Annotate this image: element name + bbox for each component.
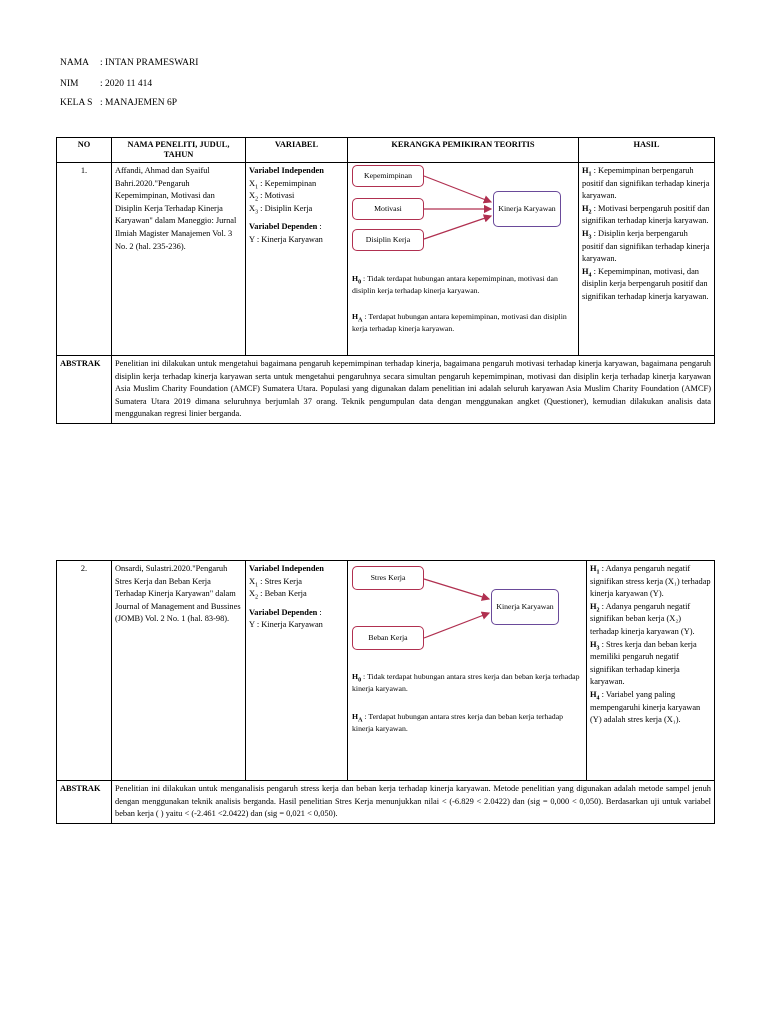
abstract-label: ABSTRAK xyxy=(57,781,112,824)
result-cell xyxy=(579,163,715,356)
result-h1: $H_1$ : Kepemimpinan berpengaruh positif dan signifikan terhadap kinerja karyawan. xyxy=(582,166,710,201)
result-h1: $H_1$ : Adanya pengaruh negatif signifikan stress kerja (X₁) terhadap kinerja karyawan (Y). xyxy=(590,564,711,599)
class-label: KELA S xyxy=(60,98,93,108)
class-value: : MANAJEMEN 6P xyxy=(100,98,178,108)
abstract-text: Penelitian ini dilakukan untuk menganalisis pengaruh stress kerja dan beban kerja terhadap kinerja karyawan. Metode penelitian yang digunakan adalah metode sampel jenuh dengan menggunakan teknik analisis berganda. Hasil penelitian Stres Kerja menunjukkan nilai < (-6.829 < 2.0422) dan (sig = 0,000 < 0,050). Berdasarkan uji untuk variabel beban kerja ( ) yaitu < (-2.461 <2.0422) dan (sig = 0,021 < 0,050). xyxy=(112,781,715,824)
variable-x1: $X_1$ : Kepemimpinan xyxy=(249,178,317,191)
name-value: : INTAN PRAMESWARI xyxy=(100,58,199,68)
nim-label: NIM xyxy=(60,79,79,89)
col-header-no: NO xyxy=(57,138,112,163)
variable-y: Y : Kinerja Karyawan xyxy=(249,620,323,630)
variable-x3: $X_3$ : Disiplin Kerja xyxy=(249,203,313,216)
framework-cell xyxy=(348,163,579,356)
class-line xyxy=(60,98,177,108)
framework-diagram xyxy=(348,561,586,777)
result-h2: $H_2$ : Motivasi berpengaruh positif dan signifikan terhadap kinerja karyawan. xyxy=(582,203,710,226)
independent-title: Variabel Independen xyxy=(249,166,324,175)
entry-number: 1. xyxy=(57,163,112,356)
hypothesis-ha: $H_A$ : Terdapat hubungan antara kepemimpinan, motivasi dan disiplin kerja terhadap kinerja karyawan. xyxy=(352,312,567,333)
dependent-title: Variabel Dependen : xyxy=(249,222,322,232)
entry-number: 2. xyxy=(57,561,112,781)
col-header-peneliti: NAMA PENELITI, JUDUL, TAHUN xyxy=(112,138,246,163)
hypothesis-h0: $H_0$ : Tidak terdapat hubungan antara stres kerja dan beban kerja terhadap kinerja karyawan. xyxy=(352,672,580,693)
nim-line xyxy=(60,79,152,89)
table-header-row xyxy=(57,138,715,163)
diagram-input-box: Beban Kerja xyxy=(352,626,424,650)
entry-variables xyxy=(246,561,348,781)
col-header-hasil: HASIL xyxy=(579,138,715,163)
framework-diagram xyxy=(348,163,578,353)
arrow-line xyxy=(424,176,491,202)
independent-title: Variabel Independen xyxy=(249,564,324,573)
arrow-line xyxy=(424,613,489,638)
diagram-input-box: Kepemimpinan xyxy=(352,165,424,187)
diagram-input-box: Disiplin Kerja xyxy=(352,229,424,251)
result-h3: $H_3$ : Disiplin kerja berpengaruh positif dan signifikan terhadap kinerja karyawan. xyxy=(582,228,710,264)
name-line xyxy=(60,58,198,68)
table-row xyxy=(57,561,715,781)
entry-variables xyxy=(246,163,348,356)
diagram-input-box: Motivasi xyxy=(352,198,424,220)
entry-reference: Affandi, Ahmad dan Syaiful Bahri.2020."Pengaruh Kepemimpinan, Motivasi dan Disiplin Kerja Terhadap Kinerja Karyawan" dalam Maneggio: Jurnal Ilmiah Magister Manajemen Vol. 3 No. 2 (hal. 235-236). xyxy=(112,163,246,356)
abstract-label: ABSTRAK xyxy=(57,356,112,424)
diagram-output-box: Kinerja Karyawan xyxy=(491,589,559,625)
result-h4: $H_4$ : Variabel yang paling mempengaruhi kinerja karyawan (Y) adalah stres kerja (X₁). xyxy=(590,689,701,725)
result-h2: $H_2$ : Adanya pengaruh negatif signifikan beban kerja (X₂) terhadap kinerja karyawan (Y). xyxy=(590,601,695,636)
nim-value: : 2020 11 414 xyxy=(100,79,153,89)
variable-y: Y : Kinerja Karyawan xyxy=(249,234,323,244)
name-label: NAMA xyxy=(60,58,90,68)
entry-reference: Onsardi, Sulastri.2020."Pengaruh Stres Kerja dan Beban Kerja Terhadap Kinerja Karyawan" dalam Journal of Management and Bussines (JOMB) Vol. 2 No. 1 (hal. 83-98). xyxy=(112,561,246,781)
col-header-variabel: VARIABEL xyxy=(246,138,348,163)
result-h3: $H_3$ : Stres kerja dan beban kerja memiliki pengaruh negatif signifikan terhadap kinerja karyawan. xyxy=(590,639,697,687)
variable-x2: $X_2$ : Beban Kerja xyxy=(249,589,307,601)
hypothesis-ha: $H_A$ : Terdapat hubungan antara stres kerja dan beban kerja terhadap kinerja karyawan. xyxy=(352,712,564,733)
dependent-title: Variabel Dependen : xyxy=(249,607,322,617)
abstract-row xyxy=(57,781,715,824)
arrow-line xyxy=(424,216,491,239)
abstract-row xyxy=(57,356,715,424)
diagram-output-box: Kinerja Karyawan xyxy=(493,191,561,227)
literature-table-1 xyxy=(56,137,715,424)
table-row xyxy=(57,163,715,356)
diagram-input-box: Stres Kerja xyxy=(352,566,424,590)
result-h4: $H_4$ : Kepemimpinan, motivasi, dan disiplin kerja berpengaruh positif dan signifikan terhadap kinerja karyawan. xyxy=(582,266,709,301)
hypothesis-h0: $H_0$ : Tidak terdapat hubungan antara kepemimpinan, motivasi dan disiplin kerja terhadap kinerja karyawan. xyxy=(352,274,558,295)
variable-x2: $X_2$ : Motivasi xyxy=(249,191,295,203)
literature-table-2 xyxy=(56,560,715,824)
arrow-line xyxy=(424,579,489,599)
col-header-kerangka: KERANGKA PEMIKIRAN TEORITIS xyxy=(348,138,579,163)
result-cell xyxy=(587,561,715,781)
variable-x1: $X_1$ : Stres Kerja xyxy=(249,576,303,589)
framework-cell xyxy=(348,561,587,781)
abstract-text: Penelitian ini dilakukan untuk mengetahui bagaimana pengaruh kepemimpinan terhadap kinerja, bagaimana pengaruh motivasi terhadap kinerja karyawan, bagaimana pengaruh disiplin kerja terhadap kinerja karyawan serta untuk mengetahui pengaruhnya secara simultan pengaruh kepemimpinan, motivasi dan disiplin kerja terhadap kinerja karyawan Asia Muslim Charity Foundation (AMCF) Sumatera Utara. Populasi yang digunakan dalam penelitian ini adalah seluruh karyawan Asia Muslim Charity Foundation (AMCF) Sumatera Utara 2019 dimana seluruhnya berjumlah 37 orang. Teknik pengumpulan data dengan menggunakan angket (Questioner), kemudian dilakukan analisis data menggunakan regresi linier berganda. xyxy=(112,356,715,424)
